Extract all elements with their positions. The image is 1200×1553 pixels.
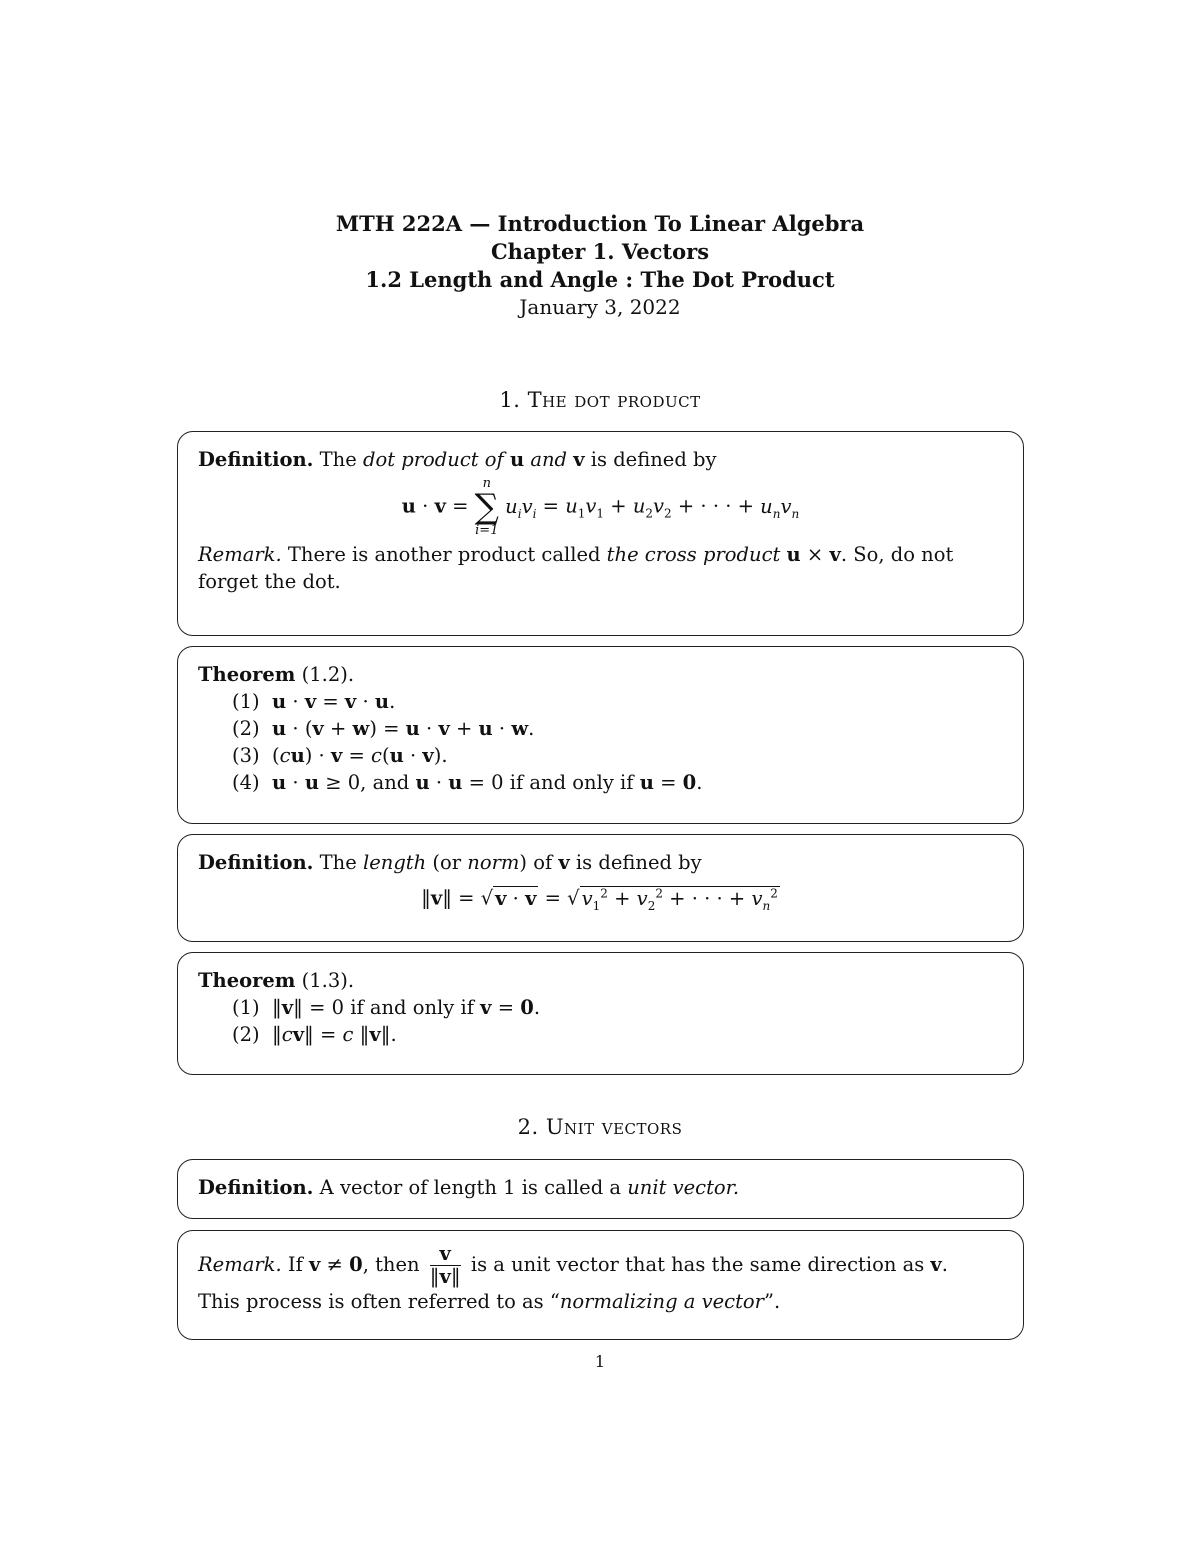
normalized-vector-fraction: $\frac{v}{‖v‖}$ bbox=[429, 1242, 461, 1288]
summation-symbol: n ∑ i=1 bbox=[474, 476, 499, 538]
document-date: January 3, 2022 bbox=[519, 295, 681, 319]
remark-line: Remark. If v ≠ 0, then $\frac{v}{‖v‖}$ is a unit vector that has the same direction as v. bbox=[198, 1242, 948, 1288]
definition-unit-vector-box: Definition. A vector of length 1 is called a unit vector. bbox=[177, 1159, 1024, 1219]
definition-term: dot product of bbox=[362, 448, 504, 471]
list-item: (1) ‖v‖ = 0 if and only if v = 0. bbox=[232, 996, 541, 1019]
remark-label: Remark. bbox=[198, 543, 282, 566]
definition-term-length: length bbox=[362, 851, 427, 874]
section-title-unit-vectors: 2. Unit vectors bbox=[517, 1115, 683, 1139]
list-item: (2) u · (v + w) = u · v + u · w. bbox=[232, 717, 535, 740]
list-item: (2) ‖cv‖ = c ‖v‖. bbox=[232, 1023, 397, 1046]
theorem-number: (1.3). bbox=[301, 969, 355, 992]
definition-text: The bbox=[319, 448, 363, 471]
definition-term-unit-vector: unit vector. bbox=[627, 1176, 740, 1199]
document-header bbox=[0, 210, 1200, 320]
definition-dot-product-box bbox=[177, 431, 1024, 636]
theorem-1-2-box bbox=[177, 646, 1024, 824]
definition-line: Definition. The dot product of u and v is defined by bbox=[198, 448, 717, 471]
remark-label: Remark. bbox=[198, 1253, 282, 1276]
theorem-items bbox=[232, 688, 1003, 796]
definition-keyword: Definition. bbox=[198, 851, 314, 874]
section-heading: 1.2 Length and Angle : The Dot Product bbox=[365, 267, 835, 292]
definition-length-box bbox=[177, 834, 1024, 942]
definition-keyword: Definition. bbox=[198, 1176, 314, 1199]
theorem-keyword: Theorem bbox=[198, 969, 296, 992]
theorem-keyword: Theorem bbox=[198, 663, 296, 686]
list-item: (3) (cu) · v = c(u · v). bbox=[232, 744, 448, 767]
remark-line-2: This process is often referred to as “normalizing a vector”. bbox=[198, 1290, 781, 1313]
definition-keyword: Definition. bbox=[198, 448, 314, 471]
remark-term-normalizing: normalizing a vector bbox=[559, 1290, 764, 1313]
length-formula: ‖v‖ = √ v · v = √ $v_1^2 + v_2^2$ + · · · + $v_n^2$ bbox=[421, 886, 778, 913]
list-item: (4) u · u ≥ 0, and u · u = 0 if and only if u = 0. bbox=[232, 771, 703, 794]
theorem-1-3-box bbox=[177, 952, 1024, 1075]
dot-product-formula: u · v = n ∑ i=1 $u_iv_i = u_1v_1 + u_2v_2$ + · · · + $u_nv_n$ bbox=[401, 476, 800, 538]
definition-term-and: and bbox=[530, 448, 568, 471]
definition-line: Definition. The length (or norm) of v is defined by bbox=[198, 851, 702, 874]
section-title-dot-product: 1. The dot product bbox=[499, 388, 701, 412]
theorem-heading bbox=[198, 967, 1003, 994]
remark-term: the cross product bbox=[606, 543, 781, 566]
theorem-heading bbox=[198, 661, 1003, 688]
theorem-number: (1.2). bbox=[301, 663, 355, 686]
page-number: 1 bbox=[594, 1352, 606, 1371]
theorem-items bbox=[232, 994, 1003, 1048]
remark-normalizing-box bbox=[177, 1230, 1024, 1340]
definition-text-post: is defined by bbox=[584, 448, 717, 471]
course-title: MTH 222A — Introduction To Linear Algebra bbox=[335, 211, 865, 236]
definition-term-norm: norm bbox=[467, 851, 520, 874]
remark-cross-product: Remark. There is another product called the cross product u × v. So, do not forget the dot. bbox=[198, 543, 954, 593]
chapter-title: Chapter 1. Vectors bbox=[490, 239, 710, 264]
list-item: (1) u · v = v · u. bbox=[232, 690, 396, 713]
